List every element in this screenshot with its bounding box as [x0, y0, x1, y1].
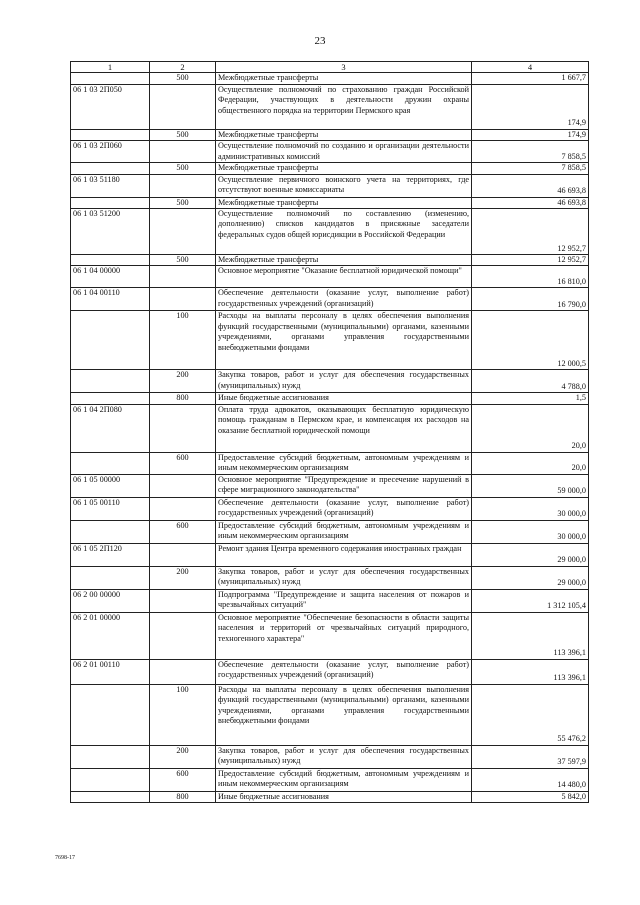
table-row [71, 141, 589, 163]
csr-code-cell: 06 1 04 2П080 [71, 404, 150, 452]
csr-code-cell: 06 1 05 2П120 [71, 543, 150, 566]
csr-code-cell [71, 311, 150, 370]
item-name-cell: Межбюджетные трансферты [216, 163, 472, 174]
table-row [71, 474, 589, 497]
amount-cell: 30 000,0 [472, 520, 589, 543]
item-name-cell: Расходы на выплаты персоналу в целях обеспечения выполнения функций государственными (муниципальными) органами, казенными учреждениями, органами управления государственными внебюджетными фондами [216, 684, 472, 745]
table-row [71, 393, 589, 404]
csr-code-cell: 06 1 03 2П050 [71, 84, 150, 129]
expense-type-cell: 200 [150, 370, 216, 393]
expense-type-cell: 100 [150, 311, 216, 370]
item-name-cell: Межбюджетные трансферты [216, 129, 472, 140]
amount-cell: 1,5 [472, 393, 589, 404]
expense-type-cell [150, 497, 216, 520]
csr-code-cell: 06 1 03 51180 [71, 174, 150, 197]
table-row [71, 129, 589, 140]
amount-cell: 174,9 [472, 129, 589, 140]
amount-cell: 20,0 [472, 452, 589, 474]
table-row [71, 404, 589, 452]
header-col-4: 4 [472, 62, 589, 73]
expense-type-cell [150, 266, 216, 288]
expense-type-cell [150, 474, 216, 497]
item-name-cell: Закупка товаров, работ и услуг для обеспечения государственных (муниципальных) нужд [216, 370, 472, 393]
item-name-cell: Обеспечение деятельности (оказание услуг, выполнение работ) государственных учреждений (организаций) [216, 497, 472, 520]
item-name-cell: Закупка товаров, работ и услуг для обеспечения государственных (муниципальных) нужд [216, 745, 472, 768]
item-name-cell: Иные бюджетные ассигнования [216, 393, 472, 404]
item-name-cell: Обеспечение деятельности (оказание услуг, выполнение работ) государственных учреждений (организаций) [216, 659, 472, 684]
table-row [71, 768, 589, 791]
expense-type-cell: 500 [150, 73, 216, 84]
csr-code-cell [71, 73, 150, 84]
item-name-cell: Расходы на выплаты персоналу в целях обеспечения выполнения функций государственными (муниципальными) органами, казенными учреждениями, органами управления государственными внебюджетными фондами [216, 311, 472, 370]
csr-code-cell [71, 163, 150, 174]
table-row [71, 543, 589, 566]
csr-code-cell [71, 768, 150, 791]
expense-type-cell [150, 589, 216, 612]
table-row [71, 174, 589, 197]
csr-code-cell [71, 197, 150, 208]
expense-type-cell [150, 543, 216, 566]
expense-type-cell: 200 [150, 566, 216, 589]
table-row [71, 589, 589, 612]
item-name-cell: Предоставление субсидий бюджетным, автономным учреждениям и иным некоммерческим организациям [216, 520, 472, 543]
expense-type-cell: 600 [150, 452, 216, 474]
amount-cell: 12 952,7 [472, 255, 589, 266]
expense-type-cell [150, 141, 216, 163]
expense-type-cell [150, 659, 216, 684]
table-row [71, 452, 589, 474]
csr-code-cell [71, 393, 150, 404]
amount-cell: 29 000,0 [472, 543, 589, 566]
table-row [71, 612, 589, 659]
item-name-cell: Осуществление полномочий по созданию и организации деятельности административных комиссий [216, 141, 472, 163]
item-name-cell: Межбюджетные трансферты [216, 197, 472, 208]
item-name-cell: Закупка товаров, работ и услуг для обеспечения государственных (муниципальных) нужд [216, 566, 472, 589]
amount-cell: 113 396,1 [472, 612, 589, 659]
csr-code-cell [71, 255, 150, 266]
expense-type-cell: 100 [150, 684, 216, 745]
table-row [71, 684, 589, 745]
csr-code-cell: 06 1 05 00110 [71, 497, 150, 520]
table-row [71, 288, 589, 311]
item-name-cell: Иные бюджетные ассигнования [216, 791, 472, 802]
amount-cell: 1 312 105,4 [472, 589, 589, 612]
amount-cell: 37 597,9 [472, 745, 589, 768]
expense-type-cell: 600 [150, 520, 216, 543]
amount-cell: 113 396,1 [472, 659, 589, 684]
csr-code-cell [71, 566, 150, 589]
expense-type-cell [150, 84, 216, 129]
table-row [71, 791, 589, 802]
table-row [71, 520, 589, 543]
item-name-cell: Осуществление полномочий по составлению (изменению, дополнению) списков кандидатов в присяжные заседатели федеральных судов общей юрисдикции в Российской Федерации [216, 209, 472, 255]
item-name-cell: Предоставление субсидий бюджетным, автономным учреждениям и иным некоммерческим организациям [216, 768, 472, 791]
csr-code-cell: 06 1 05 00000 [71, 474, 150, 497]
expense-type-cell [150, 209, 216, 255]
header-col-2: 2 [150, 62, 216, 73]
amount-cell: 4 788,0 [472, 370, 589, 393]
item-name-cell: Межбюджетные трансферты [216, 73, 472, 84]
csr-code-cell: 06 1 04 00000 [71, 266, 150, 288]
item-name-cell: Подпрограмма "Предупреждение и защита населения от пожаров и чрезвычайных ситуаций" [216, 589, 472, 612]
amount-cell: 7 858,5 [472, 163, 589, 174]
footer-code: 7698-17 [55, 855, 75, 861]
item-name-cell: Межбюджетные трансферты [216, 255, 472, 266]
table-row [71, 745, 589, 768]
amount-cell: 16 810,0 [472, 266, 589, 288]
expense-type-cell: 600 [150, 768, 216, 791]
amount-cell: 7 858,5 [472, 141, 589, 163]
csr-code-cell: 06 2 01 00000 [71, 612, 150, 659]
table-row [71, 659, 589, 684]
expense-type-cell: 500 [150, 255, 216, 266]
budget-table [70, 61, 589, 803]
header-col-1: 1 [71, 62, 150, 73]
item-name-cell: Осуществление полномочий по страхованию граждан Российской Федерации, участвующих в деятельности дружин охраны общественного порядка на территории Пермского края [216, 84, 472, 129]
csr-code-cell [71, 370, 150, 393]
expense-type-cell: 500 [150, 197, 216, 208]
item-name-cell: Основное мероприятие "Оказание бесплатной юридической помощи" [216, 266, 472, 288]
amount-cell: 12 000,5 [472, 311, 589, 370]
table-row [71, 566, 589, 589]
amount-cell: 55 476,2 [472, 684, 589, 745]
csr-code-cell [71, 452, 150, 474]
amount-cell: 29 000,0 [472, 566, 589, 589]
table-row [71, 370, 589, 393]
expense-type-cell [150, 174, 216, 197]
amount-cell: 12 952,7 [472, 209, 589, 255]
csr-code-cell: 06 1 04 00110 [71, 288, 150, 311]
amount-cell: 59 000,0 [472, 474, 589, 497]
expense-type-cell [150, 404, 216, 452]
item-name-cell: Основное мероприятие "Предупреждение и пресечение нарушений в сфере миграционного законодательства" [216, 474, 472, 497]
item-name-cell: Осуществление первичного воинского учета на территориях, где отсутствуют военные комиссариаты [216, 174, 472, 197]
csr-code-cell: 06 2 00 00000 [71, 589, 150, 612]
amount-cell: 46 693,8 [472, 197, 589, 208]
amount-cell: 14 480,0 [472, 768, 589, 791]
item-name-cell: Основное мероприятие "Обеспечение безопасности в области защиты населения и территорий от чрезвычайных ситуаций природного, техногенного характера" [216, 612, 472, 659]
amount-cell: 1 667,7 [472, 73, 589, 84]
expense-type-cell [150, 612, 216, 659]
csr-code-cell: 06 1 03 51200 [71, 209, 150, 255]
table-body [71, 73, 589, 803]
item-name-cell: Оплата труда адвокатов, оказывающих бесплатную юридическую помощь гражданам в Пермском крае, и компенсация их расходов на оказание бесплатной юридической помощи [216, 404, 472, 452]
table-row [71, 255, 589, 266]
table-row [71, 209, 589, 255]
expense-type-cell [150, 288, 216, 311]
table-row [71, 84, 589, 129]
item-name-cell: Обеспечение деятельности (оказание услуг, выполнение работ) государственных учреждений (организаций) [216, 288, 472, 311]
csr-code-cell [71, 745, 150, 768]
csr-code-cell: 06 1 03 2П060 [71, 141, 150, 163]
table-row [71, 311, 589, 370]
table-header-row [71, 62, 589, 73]
table-row [71, 266, 589, 288]
table-row [71, 497, 589, 520]
expense-type-cell: 800 [150, 791, 216, 802]
amount-cell: 5 842,0 [472, 791, 589, 802]
csr-code-cell [71, 684, 150, 745]
amount-cell: 46 693,8 [472, 174, 589, 197]
csr-code-cell [71, 791, 150, 802]
amount-cell: 20,0 [472, 404, 589, 452]
item-name-cell: Ремонт здания Центра временного содержания иностранных граждан [216, 543, 472, 566]
item-name-cell: Предоставление субсидий бюджетным, автономным учреждениям и иным некоммерческим организациям [216, 452, 472, 474]
csr-code-cell [71, 129, 150, 140]
table-row [71, 163, 589, 174]
amount-cell: 16 790,0 [472, 288, 589, 311]
page-number: 23 [314, 35, 326, 47]
csr-code-cell: 06 2 01 00110 [71, 659, 150, 684]
table-row [71, 197, 589, 208]
amount-cell: 30 000,0 [472, 497, 589, 520]
expense-type-cell: 200 [150, 745, 216, 768]
amount-cell: 174,9 [472, 84, 589, 129]
expense-type-cell: 500 [150, 163, 216, 174]
expense-type-cell: 500 [150, 129, 216, 140]
expense-type-cell: 800 [150, 393, 216, 404]
csr-code-cell [71, 520, 150, 543]
table-row [71, 73, 589, 84]
header-col-3: 3 [216, 62, 472, 73]
